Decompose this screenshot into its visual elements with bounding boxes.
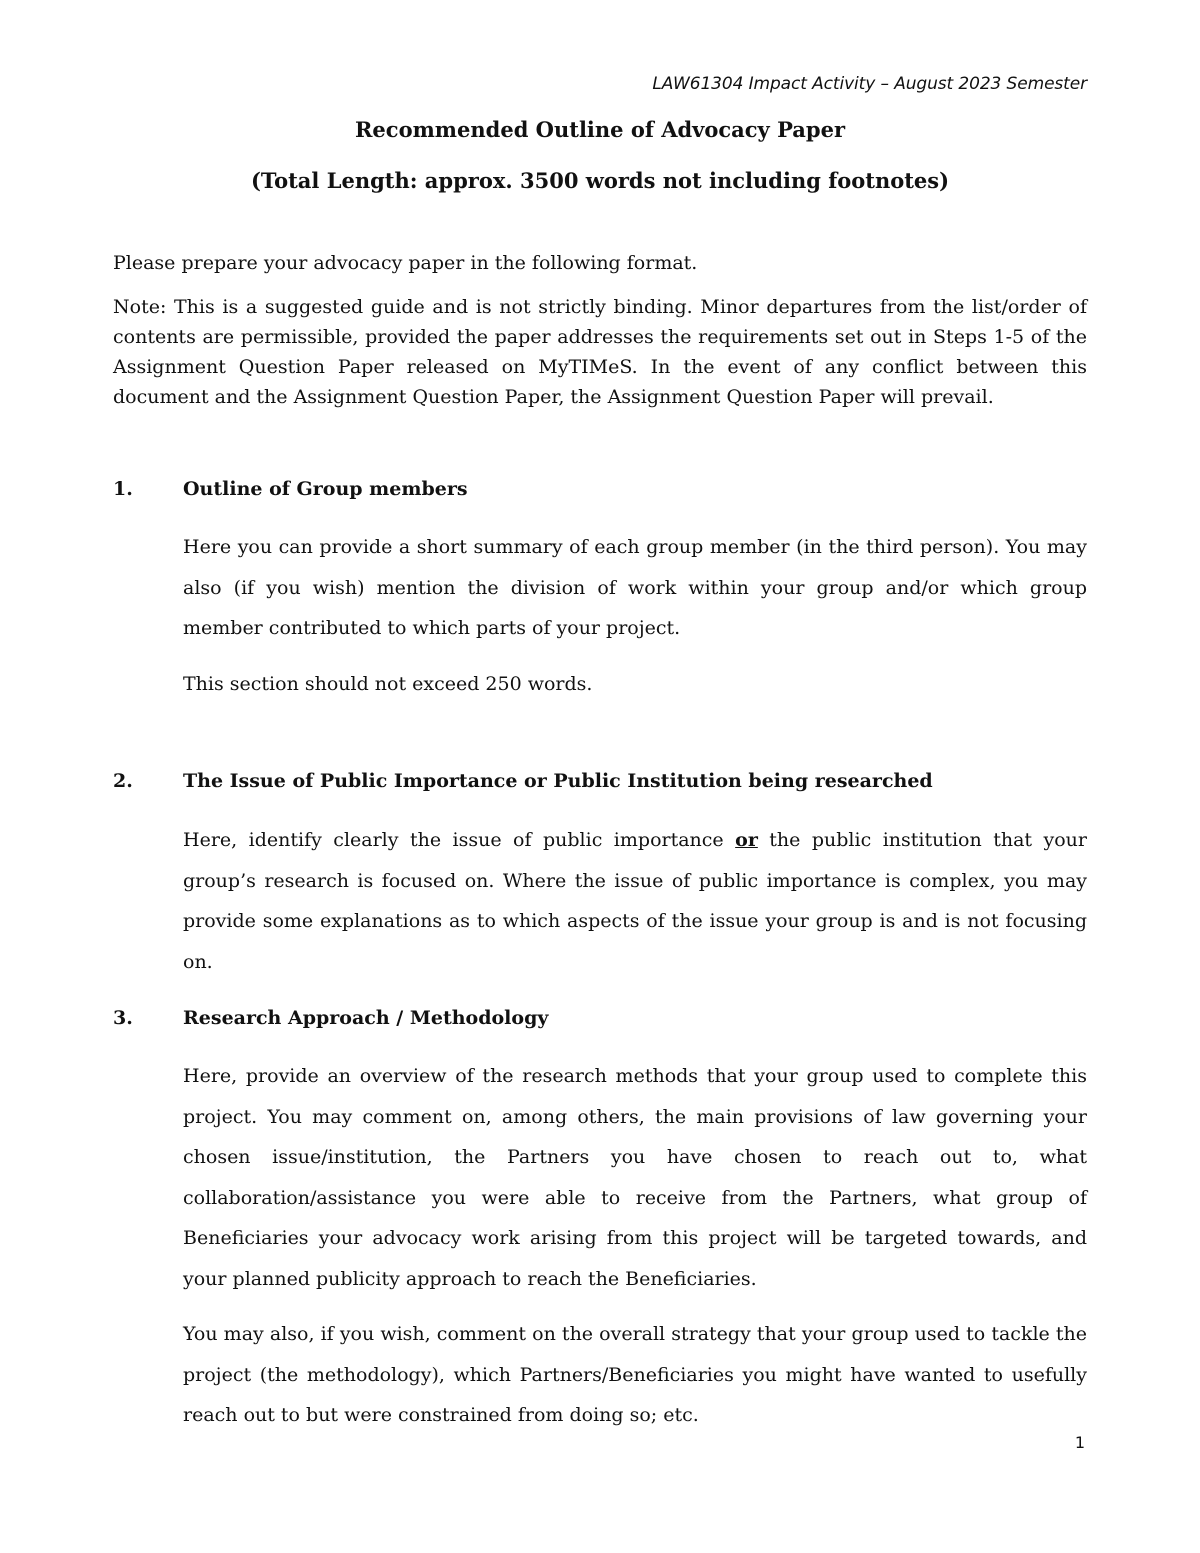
paragraph-text-part: the public institution that your group’s research is focused on. Where the issue of public importance is complex, you may provide some explanations as to which aspects of the issue your group is and is not focusing on. <box>183 829 1087 973</box>
section-1-paragraph-1: Here you can provide a short summary of each group member (in the third person). You may also (if you wish) mention the division of work within your group and/or which group member contributed to which parts of your project. <box>183 536 1087 639</box>
section-3-paragraph-2: You may also, if you wish, comment on the overall strategy that your group used to tackle the project (the methodology), which Partners/Beneficiaries you might have wanted to usefully reach out to but were constrained from doing so; etc. <box>183 1323 1087 1426</box>
section-2-paragraph-1 <box>183 820 1087 982</box>
emphasized-or-word: or <box>735 829 758 851</box>
section-3-heading <box>113 1007 1087 1029</box>
section-title: The Issue of Public Importance or Public Institution being researched <box>183 770 933 792</box>
section-1-paragraph-2: This section should not exceed 250 words. <box>183 673 593 695</box>
section-number: 2. <box>113 770 133 792</box>
section-1-heading <box>113 478 1087 500</box>
section-title: Outline of Group members <box>183 478 468 500</box>
section-2-heading <box>113 770 1087 792</box>
document-subtitle-length: (Total Length: approx. 3500 words not including footnotes) <box>250 168 950 193</box>
section-number: 1. <box>113 478 133 500</box>
course-header-note: LAW61304 Impact Activity – August 2023 Semester <box>652 74 1087 94</box>
intro-paragraph-note: Note: This is a suggested guide and is not strictly binding. Minor departures from the list/order of contents are permissible, provided the paper addresses the requirements set out in Steps 1-5 of the Assignment Question Paper released on MyTIMeS. In the event of any conflict between this document and the Assignment Question Paper, the Assignment Question Paper will prevail. <box>113 296 1087 408</box>
section-3-paragraph-1: Here, provide an overview of the research methods that your group used to complete this project. You may comment on, among others, the main provisions of law governing your chosen issue/institution, the Partners you have chosen to reach out to, what collaboration/assistance you were able to receive from the Partners, what group of Beneficiaries your advocacy work arising from this project will be targeted towards, and your planned publicity approach to reach the Beneficiaries. <box>183 1065 1087 1290</box>
intro-paragraph-format: Please prepare your advocacy paper in the following format. <box>113 252 698 274</box>
paragraph-text-part: Here, identify clearly the issue of public importance <box>183 829 736 851</box>
page-number: 1 <box>1074 1433 1085 1452</box>
section-number: 3. <box>113 1007 133 1029</box>
section-title: Research Approach / Methodology <box>183 1007 549 1029</box>
document-title: Recommended Outline of Advocacy Paper <box>354 117 846 142</box>
